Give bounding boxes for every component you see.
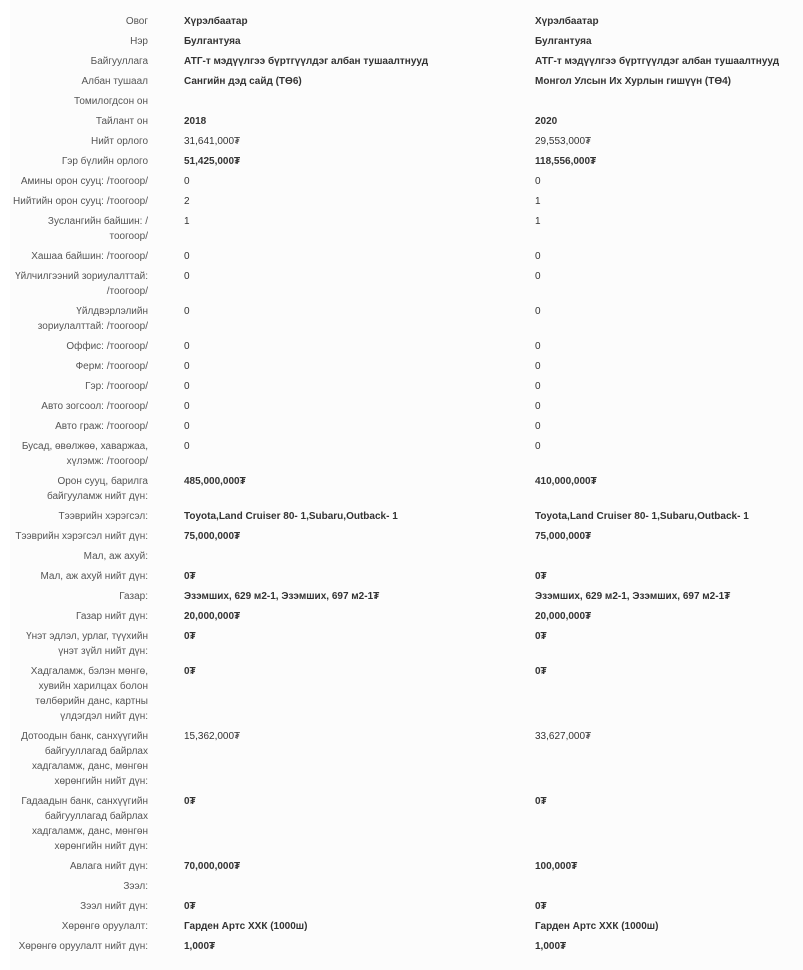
field-label: Оффис: /тоогоор/ [66, 341, 148, 352]
value-column-1: 75,000,000₮ [184, 531, 241, 542]
value-column-2: 29,553,000₮ [535, 136, 592, 147]
table-row [10, 729, 803, 794]
field-label: Байгууллага [90, 56, 148, 67]
value-column-1: Toyota,Land Cruiser 80- 1,Subaru,Outback- 1 [184, 511, 398, 522]
field-label: Зээл: [123, 881, 148, 892]
table-row [10, 269, 803, 304]
field-label: Нийт орлого [90, 136, 148, 147]
value-column-1: 485,000,000₮ [184, 476, 246, 487]
value-column-1: 1,000₮ [184, 941, 216, 952]
field-label: Тайлант он [95, 116, 148, 127]
field-label: Хөрөнгө оруулалт: [61, 921, 148, 932]
value-column-2: 100,000₮ [535, 861, 578, 872]
value-column-1: 31,641,000₮ [184, 136, 241, 147]
field-label: Амины орон сууц: /тоогоор/ [20, 176, 148, 187]
value-column-1: 0 [184, 421, 190, 432]
value-column-1: 0₮ [184, 901, 196, 912]
value-column-1: 2 [184, 196, 190, 207]
field-label: Газар нийт дүн: [76, 611, 148, 622]
value-column-2: Монгол Улсын Их Хурлын гишүүн (ТӨ4) [535, 76, 731, 87]
value-column-1: 51,425,000₮ [184, 156, 241, 167]
field-label: Авто зогсоол: /тоогоор/ [41, 401, 148, 412]
field-label: Гэр бүлийн орлого [61, 156, 148, 167]
table-row [10, 339, 803, 359]
table-row [10, 249, 803, 269]
value-column-1: АТГ-т мэдүүлгээ бүртгүүлдэг албан тушаалтнууд [184, 56, 429, 67]
value-column-2: 0 [535, 441, 541, 452]
field-label: Хөрөнгө оруулалт нийт дүн: [18, 941, 148, 952]
value-column-2: 0 [535, 176, 541, 187]
value-column-1: 0₮ [184, 666, 196, 677]
field-label: Нийтийн орон сууц: /тоогоор/ [13, 196, 148, 207]
table-row [10, 859, 803, 879]
value-column-1: 0 [184, 401, 190, 412]
table-row [10, 794, 803, 859]
value-column-2: 0 [535, 271, 541, 282]
value-column-2: 1 [535, 196, 541, 207]
value-column-2: 0 [535, 251, 541, 262]
field-label: Бусад, өвөлжөө, хаваржаа, хүлэмж: /тоогоор/ [21, 441, 148, 467]
value-column-2: 75,000,000₮ [535, 531, 592, 542]
table-row [10, 359, 803, 379]
value-column-2: 0 [535, 306, 541, 317]
value-column-1: 0₮ [184, 796, 196, 807]
value-column-2: Гарден Артс ХХК (1000ш) [535, 921, 659, 932]
value-column-1: 1 [184, 216, 190, 227]
value-column-2: 1,000₮ [535, 941, 567, 952]
value-column-2: Toyota,Land Cruiser 80- 1,Subaru,Outback- 1 [535, 511, 749, 522]
field-label: Зуслангийн байшин: /тоогоор/ [47, 216, 148, 242]
table-row [10, 879, 803, 899]
field-label: Хадгаламж, бэлэн мөнгө, хувийн харилцах болон төлбөрийн данс, картны үлдэгдэл нийт дүн: [30, 666, 148, 722]
value-column-2: 0 [535, 421, 541, 432]
table-row [10, 214, 803, 249]
table-row [10, 919, 803, 939]
value-column-1: 0 [184, 441, 190, 452]
table-row [10, 74, 803, 94]
value-column-2: 2020 [535, 116, 558, 127]
field-label: Мал, аж ахуй нийт дүн: [40, 571, 148, 582]
value-column-2: 0 [535, 381, 541, 392]
field-label: Орон сууц, барилга байгууламж нийт дүн: [46, 476, 148, 502]
value-column-2: 0 [535, 401, 541, 412]
field-label: Гэр: /тоогоор/ [85, 381, 148, 392]
value-column-1: 0 [184, 341, 190, 352]
value-column-2: 0₮ [535, 666, 547, 677]
table-row [10, 509, 803, 529]
field-label: Авто граж: /тоогоор/ [55, 421, 148, 432]
value-column-1: 0 [184, 271, 190, 282]
field-label: Хашаа байшин: /тоогоор/ [31, 251, 148, 262]
declaration-comparison-table [10, 0, 803, 970]
value-column-2: 410,000,000₮ [535, 476, 597, 487]
field-label: Авлага нийт дүн: [69, 861, 148, 872]
value-column-1: 0 [184, 306, 190, 317]
value-column-2: 1 [535, 216, 541, 227]
table-row [10, 304, 803, 339]
value-column-1: 20,000,000₮ [184, 611, 241, 622]
field-label: Овог [125, 16, 148, 27]
value-column-2: 0₮ [535, 796, 547, 807]
value-column-1: 0₮ [184, 571, 196, 582]
field-label: Мал, аж ахуй: [83, 551, 148, 562]
value-column-2: 0₮ [535, 901, 547, 912]
value-column-1: 0 [184, 381, 190, 392]
table-row [10, 529, 803, 549]
value-column-1: 70,000,000₮ [184, 861, 241, 872]
table-row [10, 154, 803, 174]
table-row [10, 609, 803, 629]
field-label: Үнэт эдлэл, урлаг, түүхийн үнэт зүйл нийт дүн: [26, 631, 148, 657]
value-column-2: 0₮ [535, 571, 547, 582]
value-column-2: 0₮ [535, 631, 547, 642]
table-row [10, 379, 803, 399]
table-row [10, 114, 803, 134]
table-row [10, 94, 803, 114]
table-row [10, 899, 803, 919]
table-row [10, 14, 803, 34]
field-label: Ферм: /тоогоор/ [75, 361, 148, 372]
field-label: Дотоодын банк, санхүүгийн байгууллагад байрлах хадгаламж, данс, мөнгөн хөрөнгийн нийт дүн: [21, 731, 148, 787]
field-label: Үйлчилгээний зориулалттай: /тоогоор/ [15, 271, 148, 297]
field-label: Газар: [119, 591, 148, 602]
value-column-1: 2018 [184, 116, 207, 127]
value-column-2: Хүрэлбаатар [535, 16, 599, 27]
value-column-1: 0 [184, 176, 190, 187]
table-row [10, 419, 803, 439]
value-column-2: 33,627,000₮ [535, 731, 592, 742]
value-column-2: 118,556,000₮ [535, 156, 597, 167]
value-column-1: Эзэмших, 629 м2-1, Эзэмших, 697 м2-1₮ [184, 591, 380, 602]
table-row [10, 549, 803, 569]
table-row [10, 194, 803, 214]
table-row [10, 474, 803, 509]
value-column-1: Сангийн дэд сайд (ТӨ6) [184, 76, 302, 87]
field-label: Тээврийн хэрэгсэл: [58, 511, 148, 522]
table-row [10, 589, 803, 609]
table-row [10, 629, 803, 664]
field-label: Албан тушаал [81, 76, 148, 87]
value-column-1: Хүрэлбаатар [184, 16, 248, 27]
table-row [10, 569, 803, 589]
value-column-1: 0₮ [184, 631, 196, 642]
value-column-1: Булгантуяа [184, 36, 241, 47]
table-row [10, 664, 803, 729]
field-label: Үйлдвэрлэлийн зориулалттай: /тоогоор/ [37, 306, 148, 332]
field-label: Гадаадын банк, санхүүгийн байгууллагад байрлах хадгаламж, данс, мөнгөн хөрөнгийн нийт дүн: [21, 796, 148, 852]
field-label: Тээврийн хэрэгсэл нийт дүн: [15, 531, 148, 542]
table-row [10, 939, 803, 959]
value-column-1: 0 [184, 361, 190, 372]
table-row [10, 34, 803, 54]
table-row [10, 174, 803, 194]
value-column-2: Булгантуяа [535, 36, 592, 47]
value-column-2: 0 [535, 341, 541, 352]
value-column-1: Гарден Артс ХХК (1000ш) [184, 921, 308, 932]
table-row [10, 134, 803, 154]
field-label: Зээл нийт дүн: [80, 901, 148, 912]
value-column-2: АТГ-т мэдүүлгээ бүртгүүлдэг албан тушаалтнууд [535, 56, 780, 67]
table-row [10, 439, 803, 474]
value-column-1: 0 [184, 251, 190, 262]
value-column-2: 20,000,000₮ [535, 611, 592, 622]
value-column-2: Эзэмших, 629 м2-1, Эзэмших, 697 м2-1₮ [535, 591, 731, 602]
table-row [10, 399, 803, 419]
value-column-1: 15,362,000₮ [184, 731, 241, 742]
table-row [10, 54, 803, 74]
value-column-2: 0 [535, 361, 541, 372]
field-label: Томилогдсон он [74, 96, 148, 107]
field-label: Нэр [130, 36, 148, 47]
